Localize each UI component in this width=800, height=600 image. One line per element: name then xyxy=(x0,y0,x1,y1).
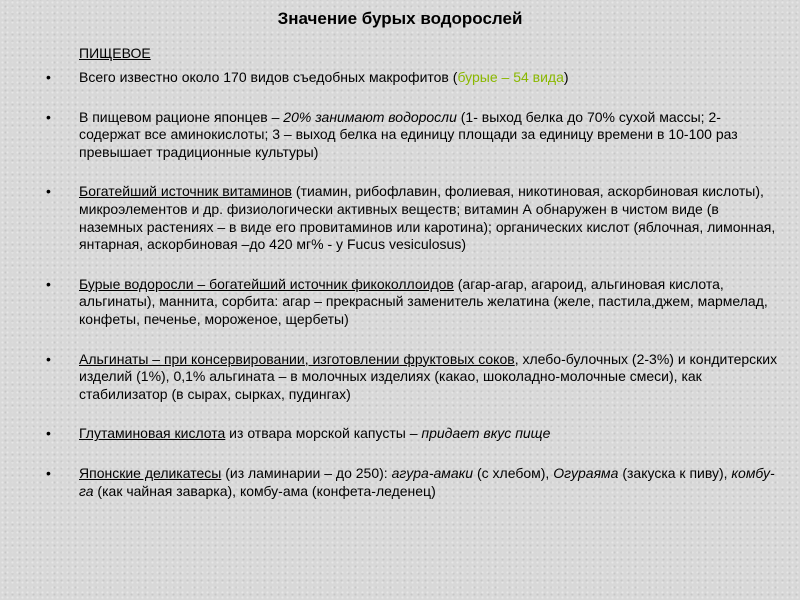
item-text: (закуска к пиву), xyxy=(618,464,732,481)
item-text: (тиамин, рибофлавин, фолиевая, никотиновая, аскорбиновая кислоты), микроэлементов и др. физиологически активных веществ; витамин А обнаружен в чистом виде (в наземных растениях – в виде его провитаминов или каротина); органических кислот (яблочная, лимонная, янтарная, аскорбиновая –до 420 мг% - у Fucus vesiculosus) xyxy=(79,183,776,253)
list-item xyxy=(0,425,800,443)
italic-text: 20% занимают водоросли xyxy=(283,108,457,125)
bullet-icon: • xyxy=(46,464,51,481)
item-text: Всего известно около 170 видов съедобных макрофитов ( xyxy=(79,69,458,85)
item-text: (как чайная заварка), комбу-ама (конфета-леденец) xyxy=(93,482,436,499)
bullet-icon: • xyxy=(46,350,51,367)
section-heading: ПИЩЕВОЕ xyxy=(79,45,151,61)
underlined-text: Глутаминовая кислота xyxy=(79,425,226,442)
bullet-icon: • xyxy=(46,69,51,85)
item-text: ) xyxy=(563,69,569,85)
italic-text: комбу-га xyxy=(79,464,775,499)
item-text: (из ламинарии – до 250): xyxy=(221,464,392,481)
bullet-icon: • xyxy=(46,108,51,125)
highlight-text: бурые – 54 вида xyxy=(457,69,564,85)
italic-text: Огураяма xyxy=(553,464,619,481)
list-item xyxy=(0,276,800,329)
bullet-icon: • xyxy=(46,425,51,442)
underlined-text: Альгинаты – при консервировании, изготовлении фруктовых соков xyxy=(79,350,515,367)
item-text: (агар-агар, агароид, альгиновая кислота, альгинаты), маннита, сорбита: агар – прекрасный заменитель желатина (желе, пастила,джем, мармелад, конфеты, печенье, мороженое, щербеты) xyxy=(79,275,768,327)
underlined-text: Богатейший источник витаминов xyxy=(79,183,292,200)
item-text: из отвара морской капусты – xyxy=(225,425,422,442)
list-item xyxy=(0,109,800,162)
italic-text: придает вкус пище xyxy=(421,425,551,442)
item-text: (с хлебом), xyxy=(473,464,554,481)
page-title: Значение бурых водорослей xyxy=(277,9,523,28)
bullet-icon: • xyxy=(46,183,51,200)
italic-text: агура-амаки xyxy=(391,464,474,481)
list-item xyxy=(0,69,800,87)
list-item xyxy=(0,351,800,404)
list-item xyxy=(0,183,800,253)
item-text: В пищевом рационе японцев – xyxy=(79,108,284,125)
list-item xyxy=(0,465,800,500)
item-text: , хлебо-булочных (2-3%) и кондитерских изделий (1%), 0,1% альгината – в молочных изделиях (какао, шоколадно-молочные смеси), как стабилизатор (в сырах, сырках, пудингах) xyxy=(79,350,778,402)
bullet-list xyxy=(0,69,800,522)
underlined-text: Японские деликатесы xyxy=(79,464,222,481)
underlined-text: Бурые водоросли – богатейший источник фикоколлоидов xyxy=(79,275,454,292)
item-text: (1- выход белка до 70% сухой массы; 2- содержат все аминокислоты; 3 – выход белка на единицу площади за единицу времени в 10-100 раз превышает традиционные культуры) xyxy=(79,108,738,160)
bullet-icon: • xyxy=(46,275,51,292)
